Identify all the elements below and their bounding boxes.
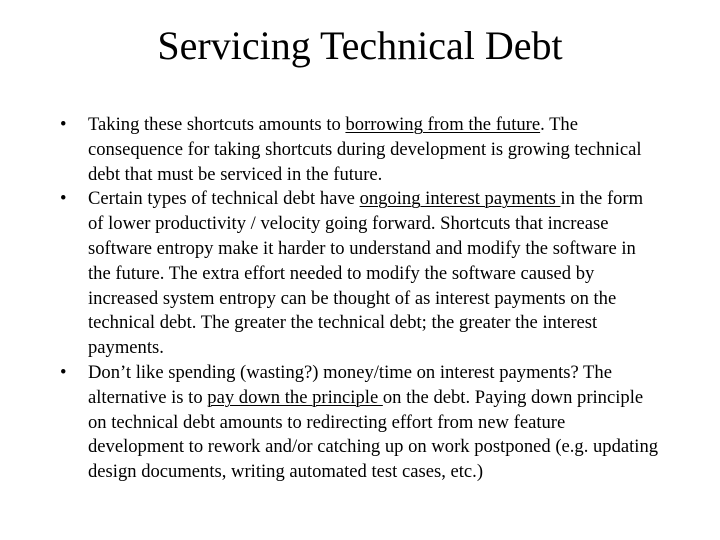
bullet-text: Taking these shortcuts amounts to — [88, 114, 346, 135]
bullet-item-2 — [60, 187, 660, 361]
underlined-phrase: ongoing interest payments — [359, 188, 561, 210]
bullet-list — [60, 113, 660, 485]
bullet-item-1 — [60, 113, 660, 187]
bullet-icon: • — [60, 114, 67, 135]
bullet-icon: • — [60, 188, 67, 210]
bullet-text: on the debt. Paying down principle on technical debt amounts to redirecting effort from new feature development to rework and/or catching up on work postponed (e.g. updating design documents, writing automated test cases, etc.) — [88, 386, 659, 483]
bullet-text: in the form of lower productivity / velocity going forward. Shortcuts that increase software entropy make it harder to understand and modify the software in the future. The extra effort needed to modify the software caused by increased system entropy can be thought of as interest payments on the technical debt. The greater the technical debt; the greater the interest payments. — [88, 188, 644, 359]
underlined-phrase: pay down the principle — [207, 386, 383, 408]
bullet-icon: • — [60, 361, 67, 383]
slide-title: Servicing Technical Debt — [157, 23, 563, 68]
bullet-item-3 — [60, 361, 660, 485]
bullet-text: Don’t like spending (wasting?) money/time on interest payments? The alternative is to — [88, 361, 612, 408]
underlined-phrase: borrowing from the future — [345, 114, 541, 135]
bullet-text: . The consequence for taking shortcuts during development is growing technical debt that must be serviced in the future. — [88, 114, 642, 185]
bullet-text: Certain types of technical debt have — [88, 188, 360, 210]
